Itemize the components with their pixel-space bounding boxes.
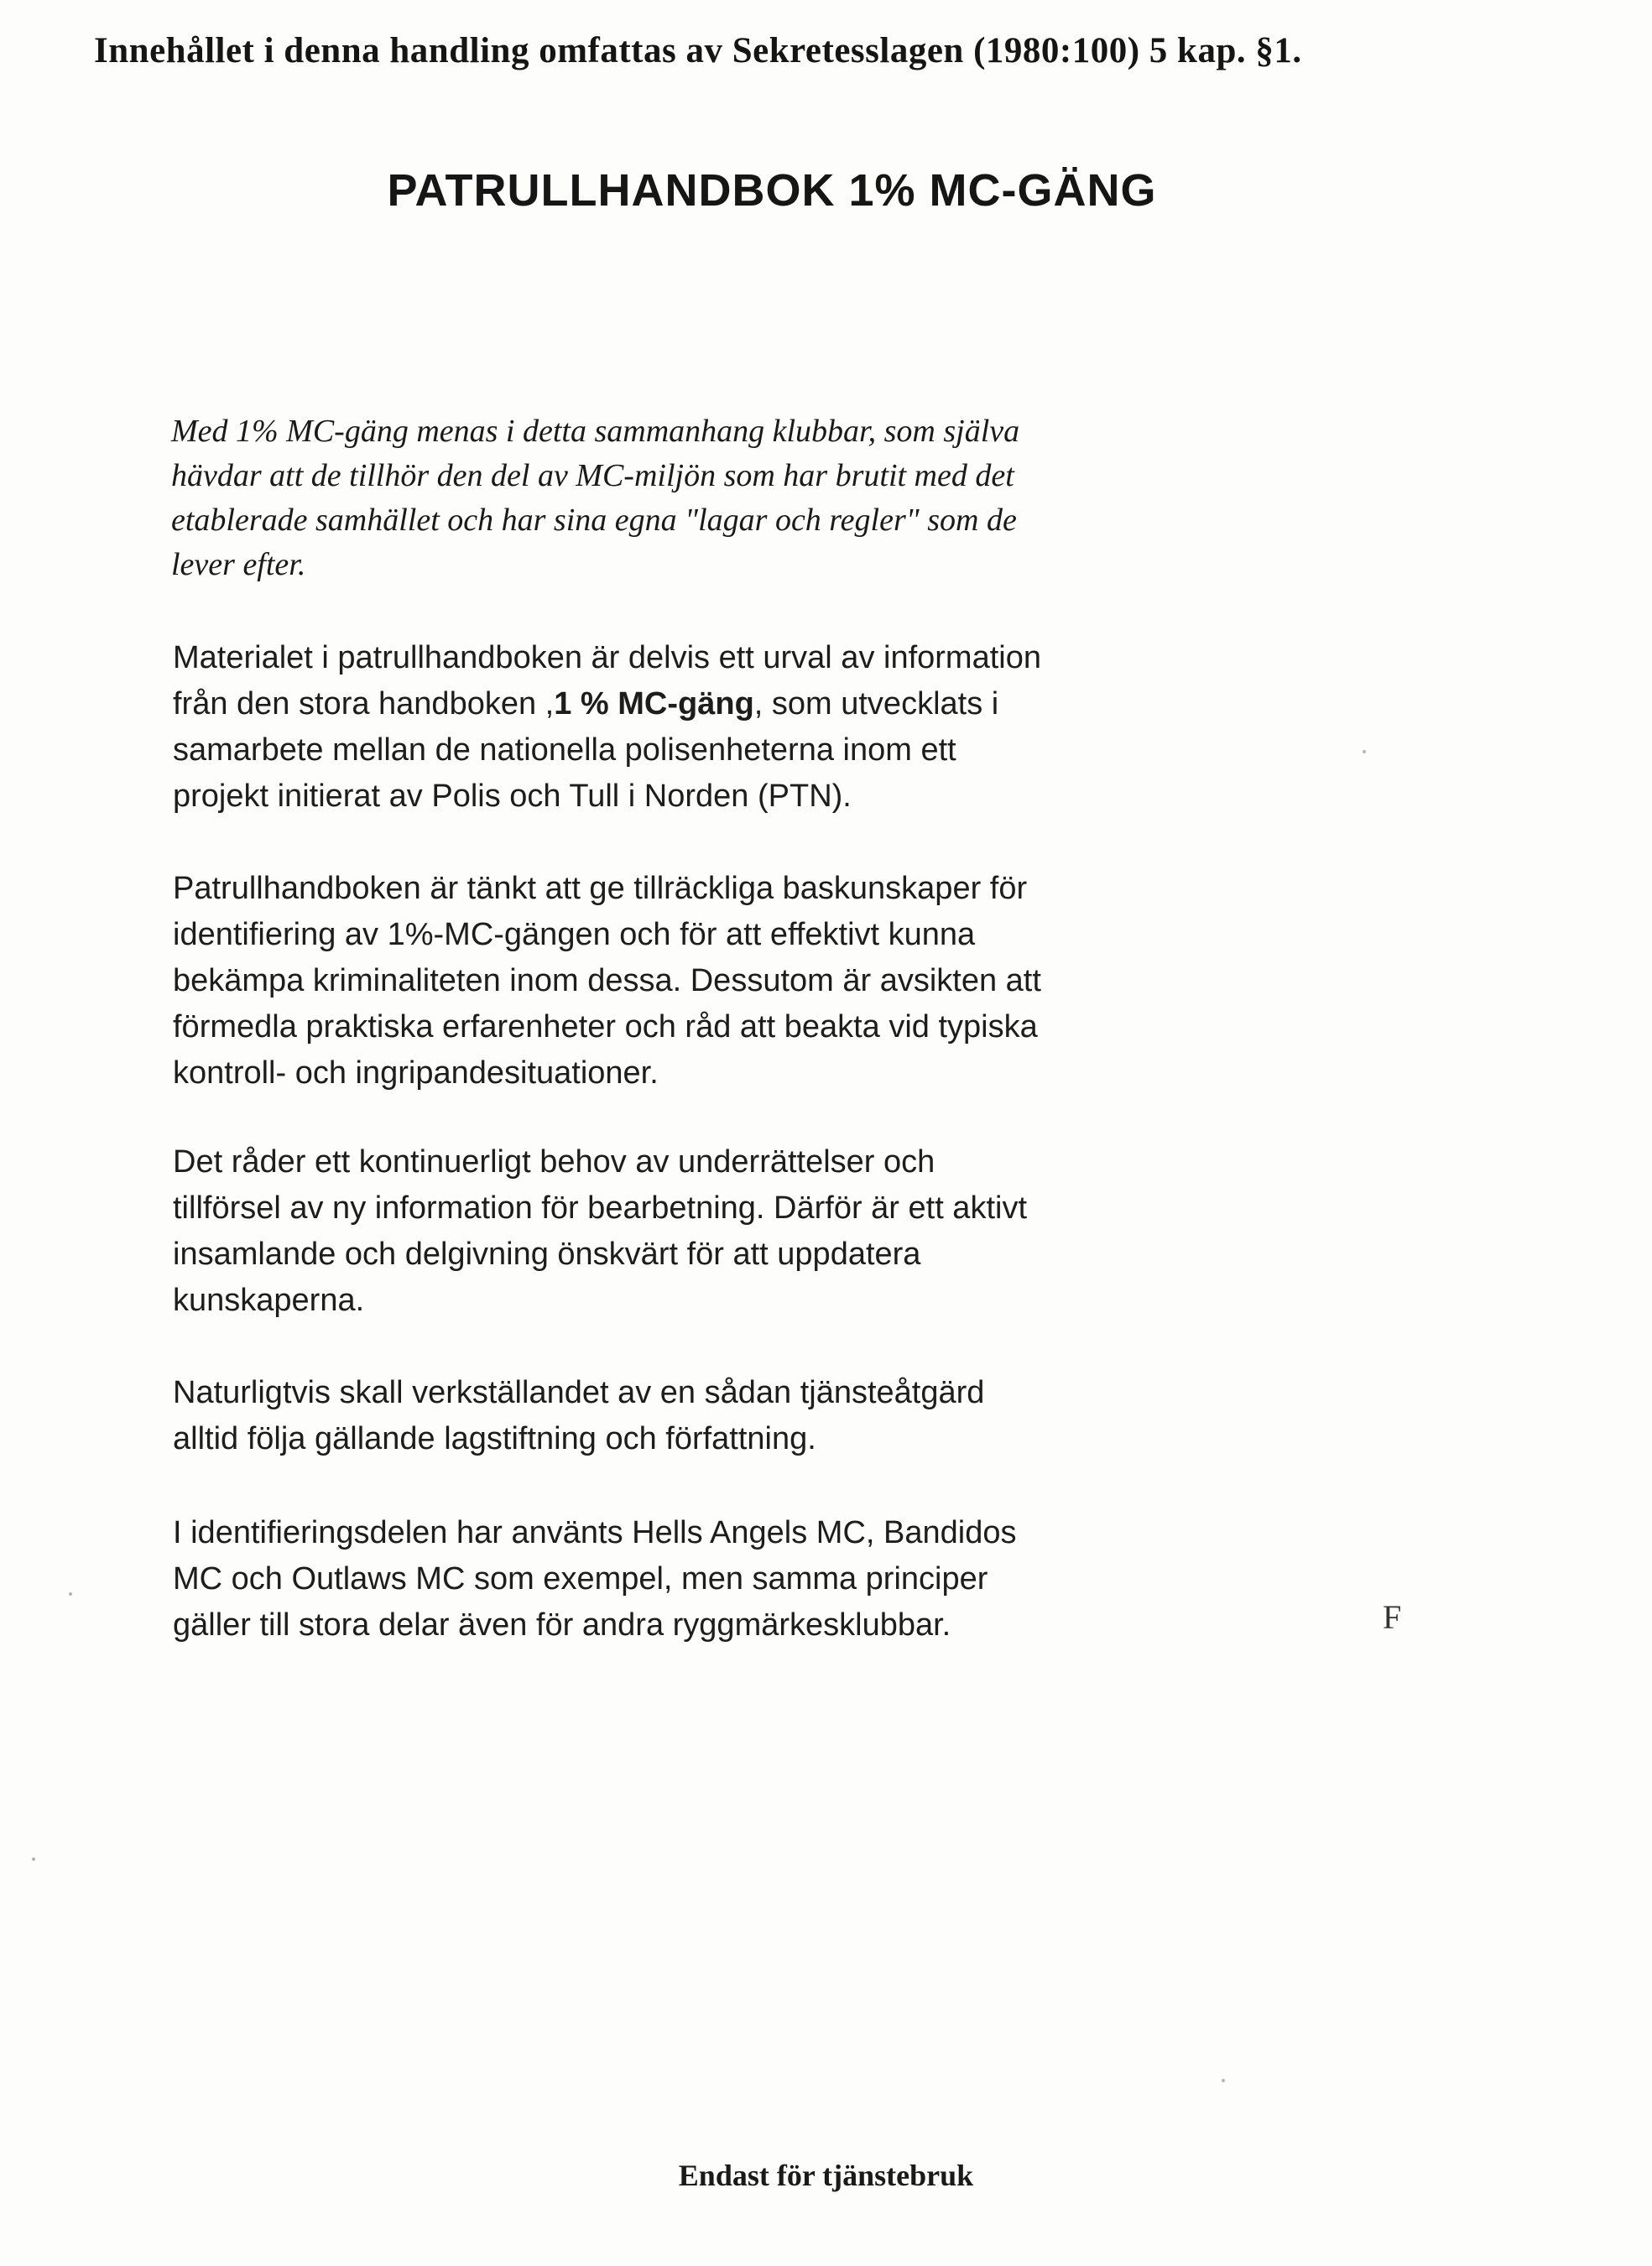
paragraph-line: tillförsel av ny information för bearbetning. Därför är ett aktivt [173, 1190, 1028, 1226]
paragraph-line: I identifieringsdelen har använts Hells Angels MC, Bandidos [173, 1515, 1017, 1550]
paragraph-line: förmedla praktiska erfarenheter och råd att beakta vid typiska [173, 1009, 1038, 1044]
paragraph-line: MC och Outlaws MC som exempel, men samma principer [173, 1561, 988, 1597]
paragraph-identification [173, 1510, 1280, 1649]
paragraph-legislation [173, 1370, 1280, 1462]
scan-speck [32, 1857, 35, 1861]
scan-speck [1363, 750, 1366, 753]
paragraph-line: kunskaperna. [173, 1283, 365, 1318]
paragraph-line: Materialet i patrullhandboken är delvis ett urval av information [173, 640, 1041, 675]
paragraph-line: samarbete mellan de nationella polisenheterna inom ett [173, 732, 956, 768]
paragraph-line: Naturligtvis skall verkställandet av en sådan tjänsteåtgärd [173, 1375, 985, 1410]
intro-line: lever efter. [171, 547, 306, 582]
handbook-name: 1 % MC-gäng [554, 686, 754, 721]
classification-notice: Innehållet i denna handling omfattas av Sekretesslagen (1980:100) 5 kap. §1. [94, 31, 1302, 70]
paragraph-line: kontroll- och ingripandesituationer. [173, 1055, 659, 1091]
footer-restriction: Endast för tjänstebruk [678, 2159, 974, 2192]
text-run: , som utvecklats i [753, 686, 999, 721]
paragraph-line: projekt initierat av Polis och Tull i Norden (PTN). [173, 779, 852, 814]
paragraph-line: insamlande och delgivning önskvärt för att uppdatera [173, 1237, 921, 1272]
paragraph-line: identifiering av 1%-MC-gängen och för att effektivt kunna [173, 917, 976, 952]
scan-speck [1222, 2079, 1225, 2082]
paragraph-line: alltid följa gällande lagstiftning och författning. [173, 1421, 816, 1456]
margin-mark: F [1383, 1598, 1402, 1636]
paragraph-purpose [173, 866, 1280, 1097]
paragraph-line: bekämpa kriminaliteten inom dessa. Dessutom är avsikten att [173, 963, 1041, 998]
paragraph-line: Det råder ett kontinuerligt behov av underrättelser och [173, 1144, 935, 1180]
paragraph-material [173, 635, 1280, 820]
intro-line: hävdar att de tillhör den del av MC-miljön som har brutit med det [171, 458, 1014, 493]
intro-paragraph [171, 409, 1262, 587]
intro-line: Med 1% MC-gäng menas i detta sammanhang klubbar, som själva [171, 414, 1020, 449]
paragraph-intelligence [173, 1139, 1280, 1324]
intro-line: etablerade samhället och har sina egna "lagar och regler" som de [171, 503, 1017, 538]
paragraph-line: Patrullhandboken är tänkt att ge tillräckliga baskunskaper för [173, 871, 1028, 906]
scan-speck [69, 1592, 72, 1596]
text-run: från den stora handboken , [173, 686, 555, 721]
paragraph-line [173, 681, 1280, 727]
paragraph-line: gäller till stora delar även för andra ryggmärkesklubbar. [173, 1607, 951, 1643]
document-title: PATRULLHANDBOK 1% MC-GÄNG [387, 165, 1157, 216]
